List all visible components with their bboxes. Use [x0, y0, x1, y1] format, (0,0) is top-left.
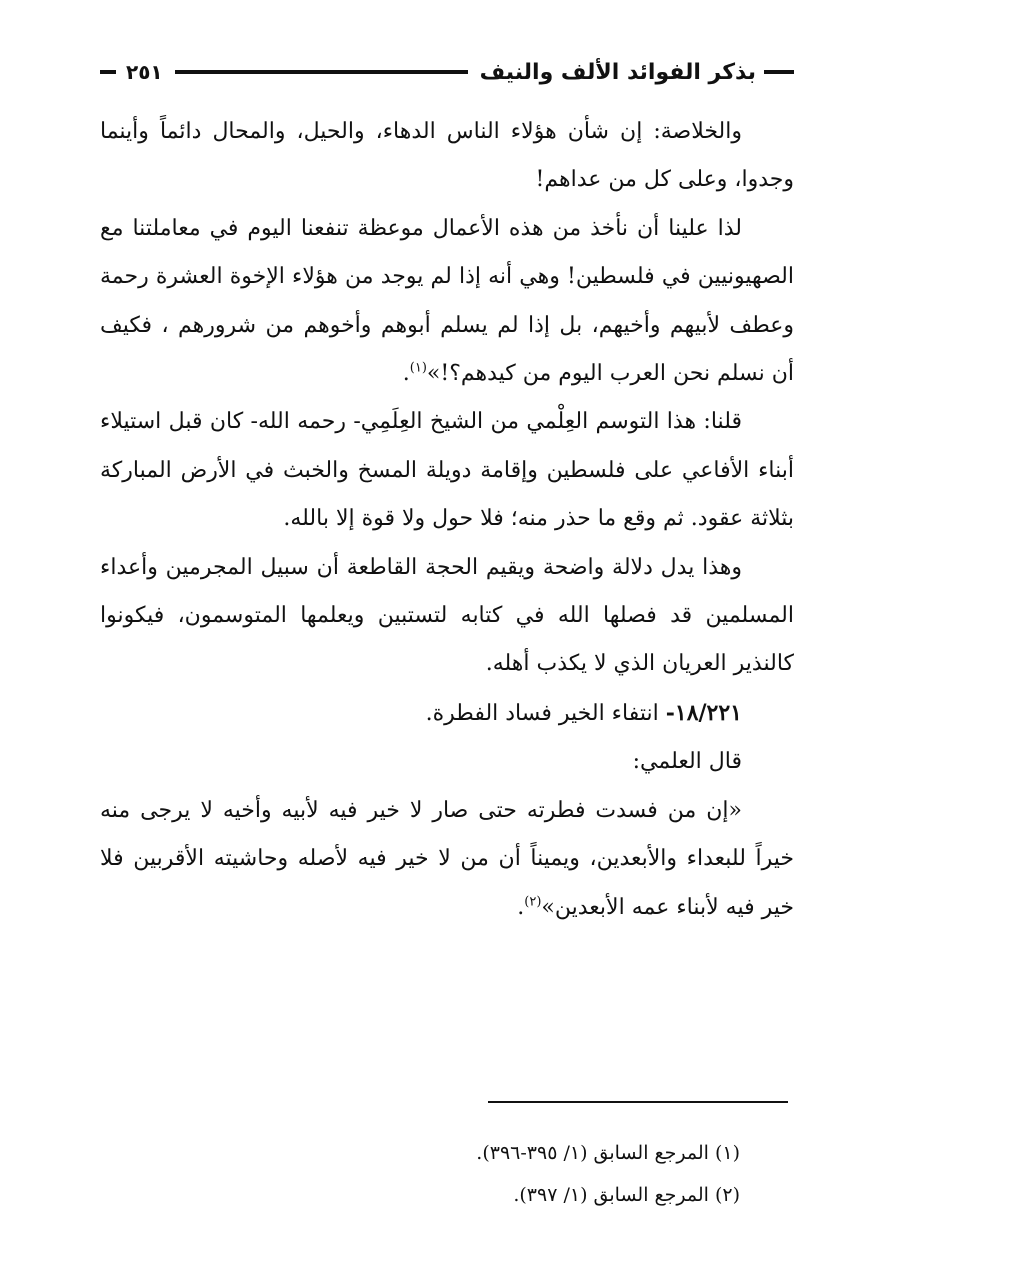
paragraph-lesson [100, 205, 794, 399]
section-number: ١٨/٢٢١- [665, 699, 742, 726]
paragraph-quote-text: «إن من فسدت فطرته حتى صار لا خير فيه لأبيه وأخيه لا يرجى منه خيراً للبعداء والأبعدين، ويميناً أن من لا خير فيه لأصله وحاشيته الأقربين فلا خير فيه لأبناء عمه الأبعدين» [100, 797, 794, 920]
header-rule [175, 70, 468, 74]
footnote-ref-2[interactable]: (٢) [524, 894, 542, 910]
footnotes [100, 1132, 740, 1216]
paragraph-lesson-end: . [402, 361, 410, 387]
paragraph-quote [100, 787, 794, 932]
section-heading [100, 689, 794, 738]
paragraph-commentary: قلنا: هذا التوسم العِلْمي من الشيخ العِلَمِي- رحمه الله- كان قبل استيلاء أبناء الأفاعي على فلسطين وإقامة دويلة المسخ والخبث في الأرض المباركة بثلاثة عقود. ثم وقع ما حذر منه؛ فلا حول ولا قوة إلا بالله. [100, 409, 794, 532]
running-title: بذكر الفوائد الألف والنيف [479, 59, 756, 85]
paragraph-attribution: قال العلمي: [632, 749, 742, 775]
paragraph-conclusion: والخلاصة: إن شأن هؤلاء الناس الدهاء، والحيل، والمحال دائماً وأينما وجدوا، وعلى كل من عداهم! [100, 119, 794, 193]
footnote-2: (٢) المرجع السابق (١/ ٣٩٧). [513, 1184, 740, 1206]
footnote-separator [488, 1101, 788, 1103]
header-dash-left [100, 70, 116, 74]
paragraph-lesson-text: لذا علينا أن نأخذ من هذه الأعمال موعظة تنفعنا اليوم في معاملتنا مع الصهيونيين في فلسطين! وهي أنه إذا لم يوجد من هؤلاء الإخوة العشرة رحمة وعطف لأبيهم وأخيهم، بل إذا لم يسلم أبوهم وأخوهم من شرورهم ، فكيف أن نسلم نحن العرب اليوم من كيدهم؟!» [100, 215, 794, 387]
page-body [100, 108, 794, 932]
paragraph-evidence: وهذا يدل دلالة واضحة ويقيم الحجة القاطعة أن سبيل المجرمين وأعداء المسلمين قد فصلها الله في كتابه لتستبين ويعلمها المتوسمون، فيكونوا كالنذير العريان الذي لا يكذب أهله. [100, 554, 794, 677]
section-title: انتفاء الخير فساد الفطرة. [425, 700, 659, 726]
page-number: ٢٥١ [126, 60, 163, 84]
footnote-1: (١) المرجع السابق (١/ ٣٩٥-٣٩٦). [476, 1142, 740, 1164]
paragraph-quote-end: . [517, 894, 525, 920]
header-dash-right [764, 70, 794, 74]
footnote-ref-1[interactable]: (١) [409, 360, 427, 376]
page-header [100, 52, 794, 92]
